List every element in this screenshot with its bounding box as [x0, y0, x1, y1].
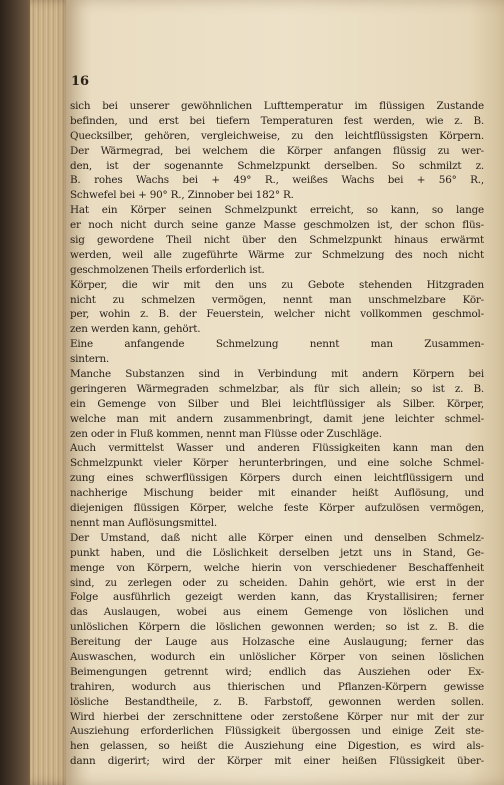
text-line: geschmolzenen Theils erforderlich ist. — [70, 263, 265, 276]
text-line: Quecksilber, gehören, vergleichweise, zu den leichtflüssigsten Körpern. — [70, 129, 484, 142]
text-line: dann digerirt; wird der Körper mit einer heißen Flüssigkeit über- — [70, 755, 484, 768]
text-line: sich bei unserer gewöhnlichen Lufttemperatur im flüssigen Zustande — [70, 100, 484, 112]
text-line: Auch vermittelst Wasser und anderen Flüssigkeiten kann man den — [70, 442, 484, 455]
text-line: punkt haben, und die Löslichkeit derselben jetzt uns in Stand, Ge- — [70, 546, 484, 559]
text-line: nicht zu schmelzen vermögen, nennt man unschmelzbare Kör- — [70, 293, 484, 306]
text-line: zen werden kann, gehört. — [70, 323, 201, 336]
text-line: Hat ein Körper seinen Schmelzpunkt erreicht, so kann, so lange — [70, 204, 484, 217]
text-line: werden, weil alle zugeführte Wärme zur Schmelzung des noch nicht — [70, 248, 484, 261]
text-line: Der Wärmegrad, bei welchem die Körper anfangen flüssig zu wer- — [70, 144, 484, 157]
text-line: Wird hierbei der zerschnittene oder zerstoßene Körper nur mit der zur — [70, 710, 484, 723]
text-line: trahiren, wodurch aus thierischen und Pflanzen-Körpern gewisse — [70, 680, 484, 693]
text-line: per, wohin z. B. der Feuerstein, welcher nicht vollkommen geschmol- — [70, 308, 484, 321]
text-line: geringeren Wärmegraden schmelzbar, als für sich allein; so ist z. B. — [70, 382, 484, 395]
text-line: befinden, und erst bei tiefern Temperaturen fest werden, wie z. B. — [70, 114, 484, 127]
text-line: Folge ausführlich gezeigt werden kann, das Krystallisiren; ferner — [70, 591, 484, 604]
text-line: Schmelzpunkt vieler Körper herunterbringen, und eine solche Schmel- — [70, 457, 484, 470]
text-line: sig gewordene Theil nicht über den Schmelzpunkt hinaus erwärmt — [70, 234, 484, 247]
text-line: Der Umstand, daß nicht alle Körper einen und denselben Schmelz- — [70, 531, 484, 544]
text-line: Manche Substanzen sind in Verbindung mit andern Körpern bei — [70, 368, 484, 381]
text-line: er noch nicht durch seine ganze Masse geschmolzen ist, der schon flüs- — [70, 219, 484, 232]
text-line: Schwefel bei + 90° R., Zinnober bei 182° R. — [70, 189, 294, 202]
text-line: Auswaschen, wodurch ein unlöslicher Körper von seinen löslichen — [70, 650, 484, 663]
text-line: das Auslaugen, wobei aus einem Gemenge von löslichen und — [70, 606, 484, 619]
text-line: Beimengungen getrennt wird; endlich das Ausziehen oder Ex- — [70, 665, 484, 678]
text-line: Bereitung der Lauge aus Holzasche eine Auslaugung; ferner das — [70, 636, 484, 649]
body-text — [70, 99, 484, 769]
text-line: hen gelassen, so heißt die Ausziehung eine Digestion, es wird als- — [70, 740, 484, 753]
book-spine — [0, 0, 34, 785]
text-line: ein Gemenge von Silber und Blei leichtflüssiger als Silber. Körper, — [70, 397, 484, 410]
text-line: zen oder in Fluß kommen, nennt man Flüsse oder Zuschläge. — [70, 427, 382, 440]
page-number: 16 — [71, 74, 90, 89]
text-line: den, ist der sogenannte Schmelzpunkt derselben. So schmilzt z. — [70, 159, 484, 172]
text-line: Eine anfangende Schmelzung nennt man Zusammen- — [70, 338, 484, 351]
text-line: menge von Körpern, welche hierin von verschiedener Beschaffenheit — [70, 561, 484, 574]
text-line: B. rohes Wachs bei + 49° R., weißes Wachs bei + 56° R., — [70, 174, 484, 187]
text-line: welche man mit andern zusammenbringt, damit jene leichter schmel- — [70, 412, 484, 425]
text-line: nennt man Auflösungsmittel. — [70, 516, 217, 529]
text-line: unlöslichen Körpern die löslichen gewonnen werden; so ist z. B. die — [70, 621, 484, 634]
text-line: sintern. — [70, 353, 110, 366]
text-line: Körper, die wir mit den uns zu Gebote stehenden Hitzgraden — [70, 278, 484, 291]
text-line: Ausziehung erforderlichen Flüssigkeit übergossen und einige Zeit ste- — [70, 725, 484, 738]
text-line: diejenigen flüssigen Körper, welche feste Körper aufzulösen vermögen, — [70, 502, 484, 515]
text-line: sind, zu zerlegen oder zu scheiden. Dahin gehört, wie erst in der — [70, 576, 484, 589]
text-line: zung eines schwerflüssigen Körpers durch einen leichtflüssigern und — [70, 472, 484, 485]
text-line: lösliche Bestandtheile, z. B. Farbstoff, gewonnen werden sollen. — [70, 695, 484, 708]
text-line: nachherige Mischung beider mit einander heißt Auflösung, und — [70, 487, 484, 500]
